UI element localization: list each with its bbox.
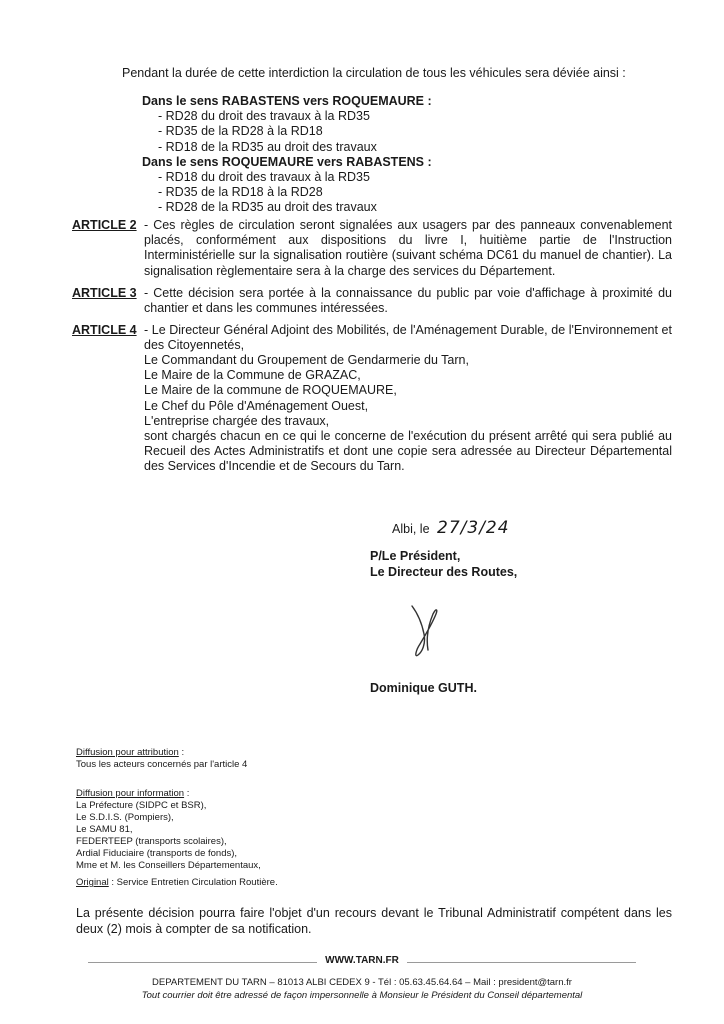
signature-title <box>370 548 517 580</box>
appeal-notice: La présente décision pourra faire l'objet d'un recours devant le Tribunal Administratif compétent dans les deux (2) mois à compter de sa notification. <box>76 906 672 936</box>
handwritten-signature <box>398 600 448 665</box>
route-item: - RD18 de la RD35 au droit des travaux <box>158 139 377 154</box>
addressee-line: Le Maire de la Commune de GRAZAC, <box>144 368 361 383</box>
diffusion-attribution: Diffusion pour attribution : Tous les acteurs concernés par l'article 4 <box>76 747 248 770</box>
article-2-body: - Ces règles de circulation seront signalées aux usagers par des panneaux convenablement placés, conformément aux dispositions du livre I, huitième partie de l'Instruction Interministérielle sur la signalisation routière (suivant schéma DC61 du manuel de chantier). La signalisation règlementaire sera à la charge des services du Département. <box>144 218 672 278</box>
signature-date-line <box>392 518 510 538</box>
diffusion-information: Diffusion pour information : La Préfecture (SIDPC et BSR), Le S.D.I.S. (Pompiers), Le SAMU 81, FEDERTEEP (transports scolaires), Ardial Fiduciaire (transports de fonds), Mme et M. les Conseillers Départementaux, <box>76 788 261 871</box>
diffusion-information-label: Diffusion pour information <box>76 788 185 799</box>
original-text: : Service Entretien Circulation Routière. <box>108 877 278 888</box>
footer-address: DEPARTEMENT DU TARN – 81013 ALBI CEDEX 9 - Tél : 05.63.45.64.64 – Mail : president@tarn.fr <box>152 977 572 988</box>
diffusion-item: Ardial Fiduciaire (transports de fonds), <box>76 848 238 859</box>
article-2-label: ARTICLE 2 <box>72 218 137 232</box>
signature-title-1: P/Le Président, <box>370 549 461 563</box>
article-4-closing: sont chargés chacun en ce qui le concerne de l'exécution du présent arrêté qui sera publié au Recueil des Actes Administratifs et dont une copie sera adressée au Directeur Départemental des Services d'Incendie et de Secours du Tarn. <box>144 429 672 474</box>
article-4 <box>72 323 672 353</box>
diffusion-attribution-label: Diffusion pour attribution <box>76 747 179 758</box>
route-item: - RD28 de la RD35 au droit des travaux <box>158 200 377 215</box>
article-4-label: ARTICLE 4 <box>72 323 137 337</box>
handwritten-date: 27/3/24 <box>437 518 510 538</box>
article-4-first: - Le Directeur Général Adjoint des Mobilités, de l'Aménagement Durable, de l'Environnement et des Citoyennetés, <box>144 323 672 353</box>
article-2 <box>72 218 672 278</box>
article-3-label: ARTICLE 3 <box>72 286 137 300</box>
footer-website <box>0 955 724 966</box>
diffusion-item: Le SAMU 81, <box>76 824 133 835</box>
addressee-line: Le Commandant du Groupement de Gendarmerie du Tarn, <box>144 353 469 367</box>
footer-url-text[interactable]: WWW.TARN.FR <box>317 955 407 966</box>
route-item: - RD35 de la RD18 à la RD28 <box>158 185 323 200</box>
diversion-routes <box>142 94 432 216</box>
addressee-line: Le Maire de la commune de ROQUEMAURE, <box>144 383 397 398</box>
diffusion-item: La Préfecture (SIDPC et BSR), <box>76 800 207 811</box>
article-4-list <box>144 353 672 475</box>
diffusion-item: Tous les acteurs concernés par l'article 4 <box>76 759 248 770</box>
direction-heading-2: Dans le sens ROQUEMAURE vers RABASTENS : <box>142 154 432 169</box>
footer-note: Tout courrier doit être adressé de façon impersonnelle à Monsieur le Président du Conseil départemental <box>141 990 583 1001</box>
article-3 <box>72 286 672 316</box>
diffusion-item: Le S.D.I.S. (Pompiers), <box>76 812 174 823</box>
addressee-line: L'entreprise chargée des travaux, <box>144 413 330 428</box>
signature-title-2: Le Directeur des Routes, <box>370 565 518 579</box>
route-item: - RD18 du droit des travaux à la RD35 <box>158 170 370 185</box>
intro-text: Pendant la durée de cette interdiction la circulation de tous les véhicules sera déviée ainsi : <box>122 66 626 80</box>
route-item: - RD28 du droit des travaux à la RD35 <box>158 109 370 124</box>
addressee-line: Le Chef du Pôle d'Aménagement Ouest, <box>144 398 369 413</box>
signatory-name: Dominique GUTH. <box>370 681 477 695</box>
diffusion-original <box>76 877 278 889</box>
signature-place: Albi, le <box>392 522 430 536</box>
original-label: Original <box>76 877 109 888</box>
diffusion-item: Mme et M. les Conseillers Départementaux, <box>76 860 261 871</box>
diffusion-item: FEDERTEEP (transports scolaires), <box>76 836 227 847</box>
article-3-body: - Cette décision sera portée à la connaissance du public par voie d'affichage à proximité du chantier et dans les communes intéressées. <box>144 286 672 316</box>
direction-heading-1: Dans le sens RABASTENS vers ROQUEMAURE : <box>142 94 432 108</box>
route-item: - RD35 de la RD28 à la RD18 <box>158 124 323 139</box>
